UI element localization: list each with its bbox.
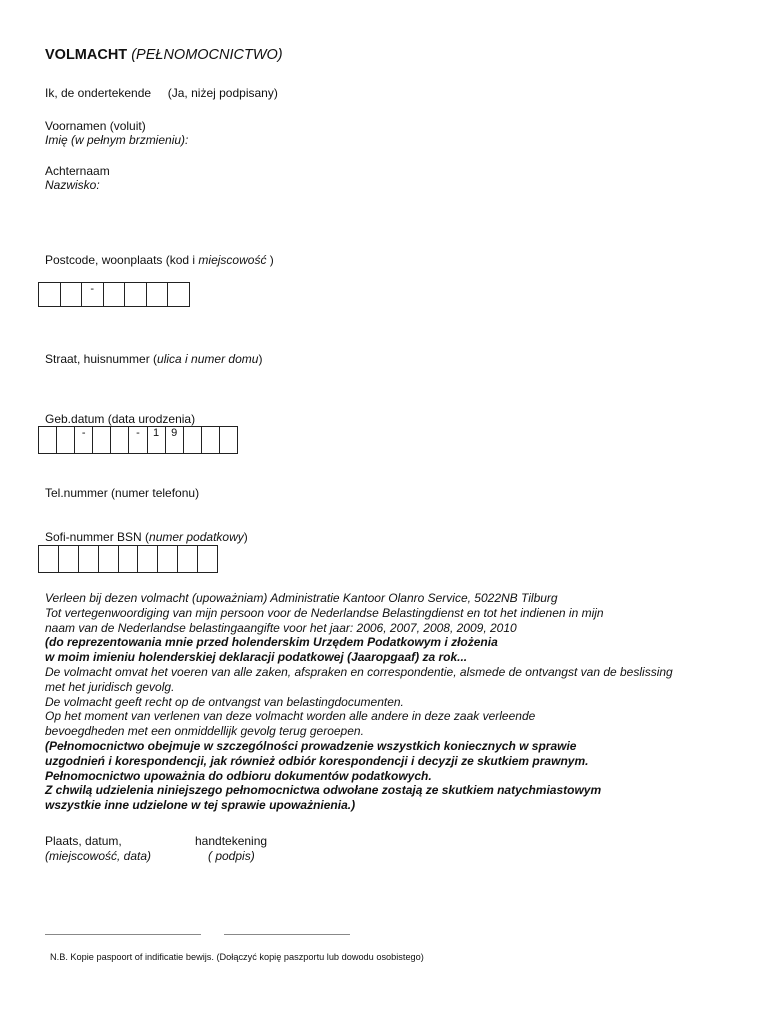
postcode-label: [45, 253, 274, 268]
bsn-box[interactable]: [158, 545, 178, 573]
birthdate-box[interactable]: 1: [148, 426, 166, 454]
place-date-label-nl: Plaats, datum,: [45, 834, 122, 848]
first-name-label-pl: Imię (w pełnym brzmieniu):: [45, 133, 189, 147]
birthdate-box[interactable]: [220, 426, 238, 454]
undersigned-pl: (Ja, niżej podpisany): [167, 86, 278, 100]
body-line: (Pełnomocnictwo obejmuje w szczególności prowadzenie wszystkich koniecznych w sprawie: [45, 738, 577, 753]
body-line: w moim imieniu holenderskiej deklaracji podatkowej (Jaaropgaaf) za rok...: [45, 650, 468, 665]
bsn-box[interactable]: [138, 545, 158, 573]
street-label: [45, 352, 262, 367]
postcode-box[interactable]: [104, 282, 126, 307]
footnote: N.B. Kopie paspoort of indificatie bewijs. (Dołączyć kopię paszportu lub dowodu osobistego): [50, 952, 424, 962]
signature-label-nl: handtekening: [195, 834, 268, 848]
page-title: [45, 47, 283, 63]
bsn-label-end: ): [243, 530, 248, 544]
body-line: Tot vertegenwoordiging van mijn persoon voor de Nederlandse Belastingdienst en tot het indienen in mijn: [45, 605, 604, 620]
body-line: wszystkie inne udzielone w tej sprawie upoważnienia.): [45, 798, 356, 813]
phone-label: Tel.nummer (numer telefonu): [45, 486, 200, 500]
bsn-box[interactable]: [178, 545, 198, 573]
bsn-label-nl: Sofi-nummer BSN (: [45, 530, 150, 544]
birthdate-box[interactable]: -: [75, 426, 93, 454]
postcode-label-nl: Postcode, woonplaats (kod i: [45, 253, 199, 267]
birthdate-box[interactable]: [184, 426, 202, 454]
postcode-box[interactable]: [39, 282, 61, 307]
authorization-text: [45, 591, 735, 813]
undersigned-nl: Ik, de ondertekende: [45, 86, 152, 100]
postcode-label-pl: miejscowość: [198, 253, 267, 267]
bsn-boxes[interactable]: [38, 545, 218, 573]
bsn-box[interactable]: [59, 545, 79, 573]
birthdate-box[interactable]: [39, 426, 57, 454]
place-date-label-pl: (miejscowość, data): [45, 849, 152, 863]
body-line: naam van de Nederlandse belastingaangifte voor het jaar: 2006, 2007, 2008, 2009, 2010: [45, 620, 517, 635]
undersigned-line: [45, 86, 278, 101]
body-line: bevoegdheden met een onmiddellijk gevolg terug geroepen.: [45, 724, 364, 739]
body-line: Pełnomocnictwo upoważnia do odbioru dokumentów podatkowych.: [45, 768, 432, 783]
birthdate-box[interactable]: [57, 426, 75, 454]
bsn-box[interactable]: [99, 545, 119, 573]
bsn-box[interactable]: [119, 545, 139, 573]
signature-line[interactable]: [224, 934, 350, 935]
bsn-box[interactable]: [198, 545, 218, 573]
body-line: met het juridisch gevolg.: [45, 679, 175, 694]
birthdate-label: Geb.datum (data urodzenia): [45, 412, 196, 426]
title-main: VOLMACHT: [45, 47, 128, 63]
postcode-box[interactable]: [168, 282, 190, 307]
body-line: uzgodnień i korespondencji, jak również odbiór korespondencji i decyzji ze skutkiem prawnym.: [45, 753, 589, 768]
postcode-box[interactable]: [125, 282, 147, 307]
bsn-box[interactable]: [79, 545, 99, 573]
bsn-box[interactable]: [39, 545, 59, 573]
bsn-label-pl: numer podatkowy: [149, 530, 244, 544]
birthdate-box[interactable]: [202, 426, 220, 454]
body-line: Op het moment van verlenen van deze volmacht worden alle andere in deze zaak verleende: [45, 709, 536, 724]
birthdate-box[interactable]: 9: [166, 426, 184, 454]
street-label-nl: Straat, huisnummer (: [45, 352, 158, 366]
postcode-box[interactable]: [147, 282, 169, 307]
bsn-label: [45, 530, 248, 545]
body-line: De volmacht omvat het voeren van alle zaken, afspraken en correspondentie, alsmede de ontvangst van de beslissing: [45, 664, 673, 679]
postcode-box[interactable]: [61, 282, 83, 307]
body-line: (do reprezentowania mnie przed holenderskim Urzędem Podatkowym i złożenia: [45, 635, 498, 650]
birthdate-boxes[interactable]: [38, 426, 238, 454]
last-name-label-nl: Achternaam: [45, 164, 110, 178]
postcode-boxes[interactable]: [38, 282, 190, 307]
signature-label-pl: ( podpis): [208, 849, 255, 863]
birthdate-box[interactable]: [111, 426, 129, 454]
last-name-label-pl: Nazwisko:: [45, 178, 100, 192]
body-line: Verleen bij dezen volmacht (upoważniam) Administratie Kantoor Olanro Service, 5022NB Tilburg: [45, 591, 558, 605]
birthdate-box[interactable]: -: [129, 426, 147, 454]
street-label-pl: ulica i numer domu: [157, 352, 259, 366]
body-line: Z chwilą udzielenia niniejszego pełnomocnictwa odwołane zostają ze skutkiem natychmiastowym: [45, 783, 602, 798]
birthdate-box[interactable]: [93, 426, 111, 454]
street-label-end: ): [258, 352, 263, 366]
postcode-label-end: ): [266, 253, 274, 267]
title-sub: (PEŁNOMOCNICTWO): [131, 47, 283, 63]
body-line: De volmacht geeft recht op de ontvangst van belastingdocumenten.: [45, 694, 404, 709]
first-name-label-nl: Voornamen (voluit): [45, 119, 146, 133]
postcode-box[interactable]: -: [82, 282, 104, 307]
place-date-line[interactable]: [45, 934, 201, 935]
